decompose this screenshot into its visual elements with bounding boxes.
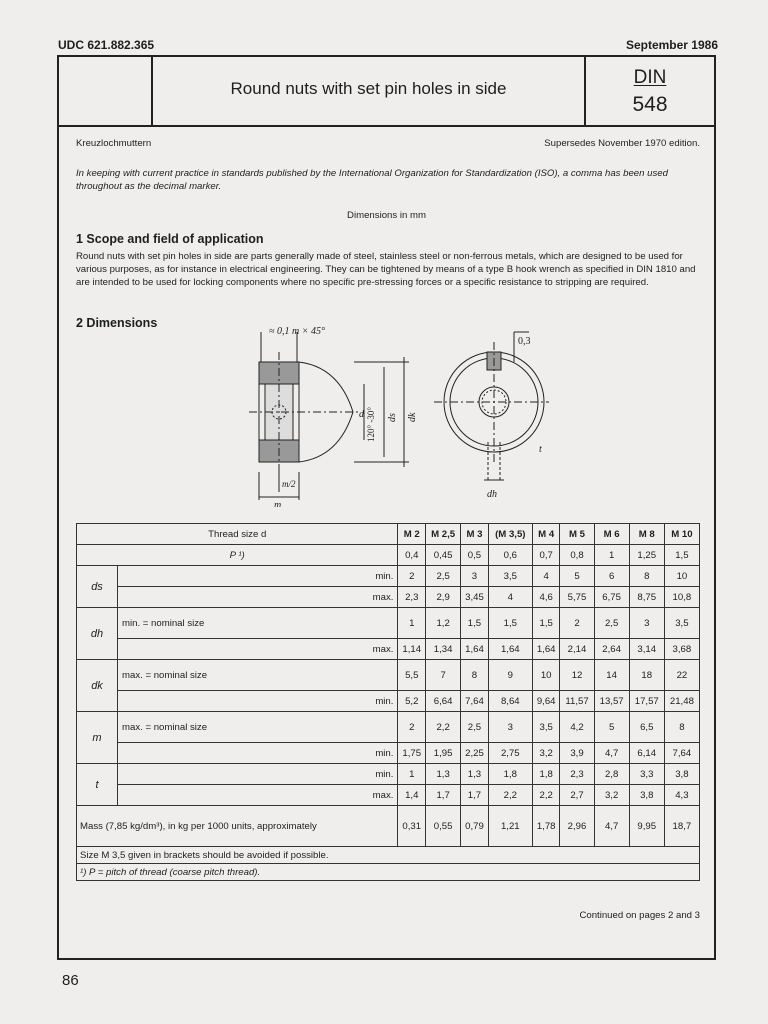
table-cell: 1,75	[398, 743, 426, 764]
dk-label: dk	[407, 412, 418, 422]
table-cell: 4,7	[594, 806, 629, 847]
table-cell: 9,64	[532, 691, 560, 712]
table-header-cell: M 10	[664, 524, 699, 545]
continued-note: Continued on pages 2 and 3	[579, 910, 700, 921]
table-cell: 0,8	[560, 545, 594, 566]
row-label: P ¹)	[77, 545, 398, 566]
table-cell: 1,3	[461, 764, 489, 785]
table-cell: 5,2	[398, 691, 426, 712]
table-cell: 2,96	[560, 806, 594, 847]
table-cell: 1,95	[426, 743, 461, 764]
t-label: t	[539, 444, 542, 455]
table-cell: 1	[398, 608, 426, 639]
publication-date: September 1986	[625, 38, 718, 52]
nut-drawing	[219, 322, 549, 507]
table-header-cell: M 4	[532, 524, 560, 545]
section-2-heading: 2 Dimensions	[76, 316, 158, 330]
dh-label: dh	[487, 489, 497, 500]
row-label: Mass (7,85 kg/dm³), in kg per 1000 units, approximately	[77, 806, 398, 847]
table-cell: 1,5	[664, 545, 699, 566]
table-cell: 1,8	[532, 764, 560, 785]
table-cell: 3,8	[664, 764, 699, 785]
table-cell: 5,75	[560, 587, 594, 608]
table-cell: 10,8	[664, 587, 699, 608]
row-label: min.	[118, 691, 398, 712]
offset-label: 0,3	[518, 336, 531, 347]
table-cell: 2,5	[594, 608, 629, 639]
table-cell: 3,5	[532, 712, 560, 743]
table-cell: 1,4	[398, 785, 426, 806]
table-cell: 8	[664, 712, 699, 743]
table-cell: 1,7	[426, 785, 461, 806]
table-cell: 1,5	[532, 608, 560, 639]
table-cell: 2,5	[461, 712, 489, 743]
table-row	[77, 785, 700, 806]
table-cell: 1,21	[488, 806, 532, 847]
table-cell: 10	[664, 566, 699, 587]
table-header-cell: M 8	[629, 524, 664, 545]
table-row	[77, 608, 700, 639]
table-cell: 10	[532, 660, 560, 691]
table-cell: 4	[532, 566, 560, 587]
table-cell: 14	[594, 660, 629, 691]
row-label: max.	[118, 785, 398, 806]
table-cell: 1,64	[532, 639, 560, 660]
table-cell: 0,55	[426, 806, 461, 847]
table-cell: 9,95	[629, 806, 664, 847]
table-cell: 2	[398, 712, 426, 743]
table-cell: 1,64	[488, 639, 532, 660]
dimensions-table	[76, 523, 700, 881]
table-cell: 7	[426, 660, 461, 691]
table-cell: 2,64	[594, 639, 629, 660]
table-cell: 2	[560, 608, 594, 639]
table-cell: 1,78	[532, 806, 560, 847]
table-cell: 8	[461, 660, 489, 691]
table-row	[77, 764, 700, 785]
table-note-row	[77, 864, 700, 881]
table-cell: 11,57	[560, 691, 594, 712]
table-cell: 8,75	[629, 587, 664, 608]
table-cell: 3,14	[629, 639, 664, 660]
table-header-cell: Thread size d	[77, 524, 398, 545]
table-cell: 1,3	[426, 764, 461, 785]
udc-code: UDC 621.882.365	[58, 38, 155, 52]
table-cell: 1,64	[461, 639, 489, 660]
table-footnote: ¹) P = pitch of thread (coarse pitch thread).	[77, 864, 700, 881]
table-cell: 5,5	[398, 660, 426, 691]
table-row	[77, 712, 700, 743]
table-cell: 17,57	[629, 691, 664, 712]
table-cell: 4,7	[594, 743, 629, 764]
row-label: max.	[118, 587, 398, 608]
table-cell: 0,4	[398, 545, 426, 566]
table-cell: 2,9	[426, 587, 461, 608]
table-cell: 8	[629, 566, 664, 587]
front-view	[434, 332, 549, 500]
supersedes-note: Supersedes November 1970 edition.	[544, 138, 700, 149]
table-cell: 4,2	[560, 712, 594, 743]
m-half-label: m/2	[282, 479, 296, 489]
table-cell: 7,64	[664, 743, 699, 764]
german-title: Kreuzlochmuttern	[76, 138, 152, 149]
table-row	[77, 660, 700, 691]
table-cell: 6,5	[629, 712, 664, 743]
table-cell: 2,3	[560, 764, 594, 785]
table-cell: 3,2	[532, 743, 560, 764]
table-cell: 5	[594, 712, 629, 743]
table-cell: 6,75	[594, 587, 629, 608]
table-cell: 0,7	[532, 545, 560, 566]
row-label: max. = nominal size	[118, 712, 398, 743]
table-cell: 1,5	[461, 608, 489, 639]
table-header-cell: (M 3,5)	[488, 524, 532, 545]
table-cell: 2,25	[461, 743, 489, 764]
table-cell: 8,64	[488, 691, 532, 712]
table-cell: 4,6	[532, 587, 560, 608]
table-header-row	[77, 524, 700, 545]
title-block	[59, 57, 714, 127]
table-cell: 6	[594, 566, 629, 587]
table-cell: 1	[398, 764, 426, 785]
table-row	[77, 566, 700, 587]
table-cell: 2,7	[560, 785, 594, 806]
table-cell: 0,79	[461, 806, 489, 847]
table-cell: 2,75	[488, 743, 532, 764]
row-label: min.	[118, 743, 398, 764]
table-cell: 3,9	[560, 743, 594, 764]
section-1-heading: 1 Scope and field of application	[76, 232, 264, 246]
table-header-cell: M 2	[398, 524, 426, 545]
table-row	[77, 806, 700, 847]
table-cell: 2,14	[560, 639, 594, 660]
row-label: min.	[118, 764, 398, 785]
side-view	[249, 326, 418, 507]
row-label: max. = nominal size	[118, 660, 398, 691]
din-label: DIN	[633, 67, 667, 88]
table-row	[77, 743, 700, 764]
group-label: t	[77, 764, 118, 806]
din-number: 548	[632, 93, 668, 116]
table-cell: 1,7	[461, 785, 489, 806]
table-cell: 2,3	[398, 587, 426, 608]
table-cell: 22	[664, 660, 699, 691]
table-cell: 3	[488, 712, 532, 743]
table-cell: 7,64	[461, 691, 489, 712]
table-cell: 2,2	[532, 785, 560, 806]
row-label: max.	[118, 639, 398, 660]
table-cell: 2,2	[488, 785, 532, 806]
ds-label: ds	[387, 413, 398, 422]
section-1-body: Round nuts with set pin holes in side are parts generally made of steel, stainless steel or non-ferrous metals, which are designed to be used for various purposes, as for instance in electrical engineering. They can be tightened by means of a type B hook wrench as specified in DIN 1810 and are intended to be used for locking components where no specific pre-stressing forces or a specific resistance to stripping are required.	[76, 251, 696, 288]
table-cell: 2,2	[426, 712, 461, 743]
table-cell: 3,2	[594, 785, 629, 806]
table-row	[77, 587, 700, 608]
row-label: min. = nominal size	[118, 608, 398, 639]
table-cell: 6,64	[426, 691, 461, 712]
document-frame	[57, 55, 716, 960]
table-cell: 5	[560, 566, 594, 587]
group-label: dh	[77, 608, 118, 660]
table-header-cell: M 2,5	[426, 524, 461, 545]
table-row	[77, 691, 700, 712]
group-label: ds	[77, 566, 118, 608]
page-number: 86	[62, 972, 79, 989]
table-cell: 1,25	[629, 545, 664, 566]
table-cell: 0,6	[488, 545, 532, 566]
dimensions-note: Dimensions in mm	[347, 210, 426, 221]
table-cell: 1,2	[426, 608, 461, 639]
table-cell: 9	[488, 660, 532, 691]
table-cell: 18	[629, 660, 664, 691]
chamfer-label: ≈ 0,1 m × 45°	[269, 326, 325, 337]
table-cell: 3	[629, 608, 664, 639]
table-cell: 2	[398, 566, 426, 587]
table-cell: 4,3	[664, 785, 699, 806]
table-cell: 21,48	[664, 691, 699, 712]
table-cell: 3	[461, 566, 489, 587]
table-note-row	[77, 847, 700, 864]
table-cell: 1,8	[488, 764, 532, 785]
table-cell: 1	[594, 545, 629, 566]
table-cell: 6,14	[629, 743, 664, 764]
d-label: d	[359, 409, 364, 420]
table-cell: 13,57	[594, 691, 629, 712]
table-cell: 4	[488, 587, 532, 608]
table-cell: 2,8	[594, 764, 629, 785]
table-cell: 2,5	[426, 566, 461, 587]
table-row	[77, 639, 700, 660]
table-cell: 1,14	[398, 639, 426, 660]
row-label: min.	[118, 566, 398, 587]
group-label: m	[77, 712, 118, 764]
table-cell: 3,5	[664, 608, 699, 639]
table-cell: 1,5	[488, 608, 532, 639]
angle-label: 120° -30°	[366, 407, 376, 442]
table-cell: 18,7	[664, 806, 699, 847]
table-cell: 0,5	[461, 545, 489, 566]
table-header-cell: M 3	[461, 524, 489, 545]
table-cell: 3,45	[461, 587, 489, 608]
table-cell: 12	[560, 660, 594, 691]
m-label: m	[274, 500, 282, 507]
table-cell: 1,34	[426, 639, 461, 660]
table-header-cell: M 5	[560, 524, 594, 545]
table-cell: 3,68	[664, 639, 699, 660]
table-header-cell: M 6	[594, 524, 629, 545]
table-cell: 0,45	[426, 545, 461, 566]
table-note: Size M 3,5 given in brackets should be avoided if possible.	[77, 847, 700, 864]
table-cell: 0,31	[398, 806, 426, 847]
table-row	[77, 545, 700, 566]
table-cell: 3,8	[629, 785, 664, 806]
iso-note: In keeping with current practice in standards published by the International Organization for Standardization (ISO), a comma has been used throughout as the decimal marker.	[76, 168, 668, 192]
table-cell: 3,5	[488, 566, 532, 587]
table-cell: 3,3	[629, 764, 664, 785]
document-title: Round nuts with set pin holes in side	[230, 79, 507, 98]
group-label: dk	[77, 660, 118, 712]
